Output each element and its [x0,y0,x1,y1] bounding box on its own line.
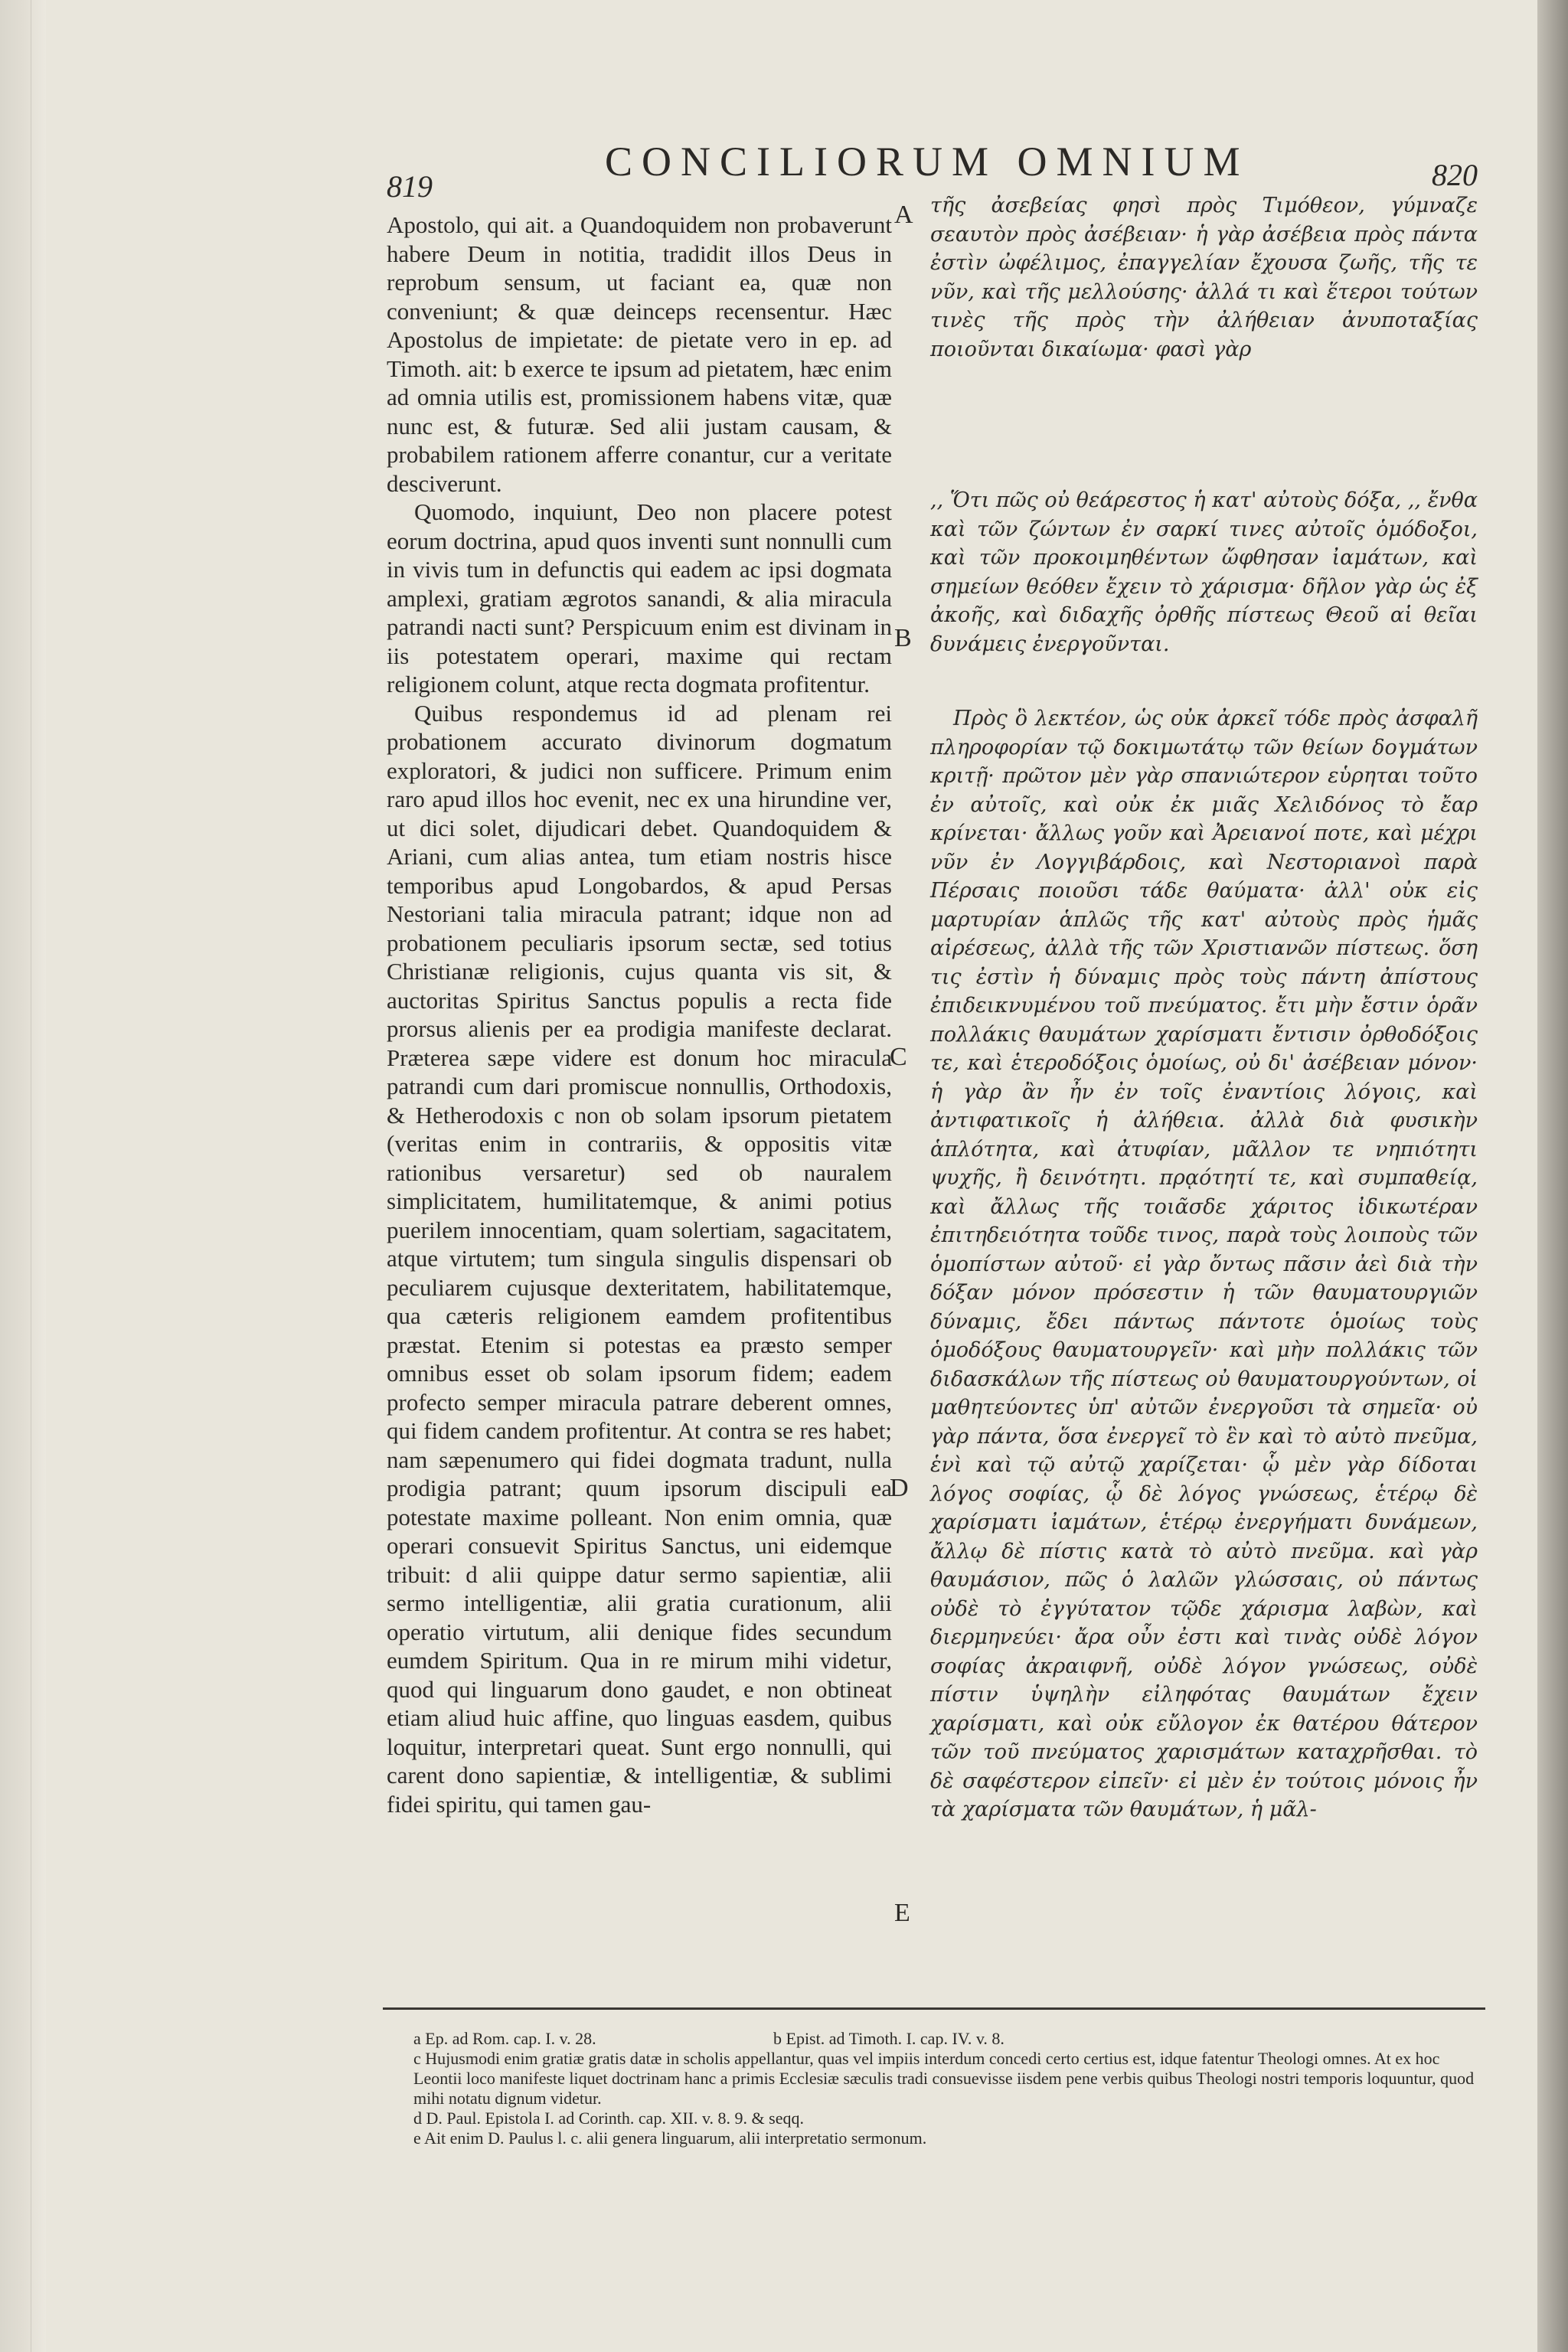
footnote-d: d D. Paul. Epistola I. ad Corinth. cap. XII. v. 8. 9. & seqq. [413,2109,804,2128]
page-edge [0,0,46,2352]
page-number-left: 819 [387,169,433,204]
latin-paragraph: Quomodo, inquiunt, Deo non placere potest eorum doctrina, apud quos inventi sunt nonnulli cum in vivis tum in defunctis qui eadem ac ipsi dogmata amplexi, gratiam ægrotos sanandi, & alia miracula patrandi nacti sunt? Perspicuum enim est divinam in iis potestatem operari, maxime qui rectam religionem colunt, atque recta dogmata profitentur. [387,498,892,697]
page-number-right: 820 [1432,158,1478,192]
book-gutter [1537,0,1568,2352]
footnote-row [413,2029,1478,2049]
footnotes [413,2029,1478,2148]
margin-letter-c: C [890,1043,907,1071]
greek-quotation: ,, Ὅτι πῶς οὐ θεάρεστος ἡ κατ' αὐτοὺς δόξα, ,, ἔνθα καὶ τῶν ζώντων ἐν σαρκί τινες αὐτοῖς ὁμόδοξοι, καὶ τῶν προκοιμηθέντων ὤφθησαν ἰαμάτων, καὶ σημείων θεόθεν ἔχειν τὸ χάρισμα· δῆλον γὰρ ὡς ἐξ ἀκοῆς, καὶ διδαχῆς ὀρθῆς πίστεως Θεοῦ αἱ θεῖαι δυνάμεις ἐνεργοῦνται. [930,488,1478,656]
latin-paragraph: Quibus respondemus id ad plenam rei probationem accurato divinorum dogmatum exploratori, & judici non sufficere. Primum enim raro apud illos hoc evenit, nec ex una hirundine ver, ut dici solet, dijudicari debet. Quandoquidem & Ariani, cum alias antea, tum etiam nostris hisce temporibus apud Longobardos, & apud Persas Nestoriani talia miracula patrant; idque non ad probationem peculiaris ipsorum sectæ, sed totius Christianæ religionis, cujus quanta vis sit, & auctoritas Spiritus Sanctus populis a recta fide prorsus alienis per ea prodigia manifeste declarat. Præterea sæpe videre est donum hoc miracula patrandi cum dari promiscue nonnullis, Orthodoxis, & Hetherodoxis c non ob solam ipsorum pietatem (veritas enim in contrariis, & oppositis vitæ rationibus versaretur) sed ob nauralem simplicitatem, humilitatemque, & animi potius puerilem innocentiam, quam solertiam, sagacitatem, atque virtutem; tum singula singulis dispensari ob peculiarem cujusque dexteritatem, habilitatemque, qua cæteris religionem eamdem profitentibus præstat. Etenim si potestas ea præsto semper omnibus esset ob solam ipsorum fidem; eadem profecto semper miracula patrare deberent omnes, qui fidem candem profitentur. At contra se res habet; nam sæpenumero qui fidei dogmata tradunt, nulla prodigia patrant; quum ipsorum discipuli ea potestate maxime polleant. Non enim omnia, quæ operari consuevit Spiritus Sanctus, uni eidemque tribuit: d alii quippe datur sermo sapientiæ, alii sermo intelligentiæ, alii gratia curationum, alii operatio virtutum, alii denique fides secundum eumdem Spiritum. Qua in re mirum mihi videtur, quod qui linguarum dono gaudet, e non obtineat etiam aliud huic affine, quo linguas easdem, quibus loquitur, interpretari queat. Sunt ergo nonnulli, qui carent dono sapientiæ, & intelligentiæ, & sublimi fidei spiritu, qui tamen gau- [387,699,892,1818]
greek-paragraph: τῆς ἀσεβείας φησὶ πρὸς Τιμόθεον, γύμναζε σεαυτὸν πρὸς ἀσέβειαν· ἡ γὰρ ἀσέβεια πρὸς πάντα ἐστὶν ὠφέλιμος, ἐπαγγελίαν ἔχουσα ζωῆς, τῆς τε νῦν, καὶ τῆς μελλούσης· ἀλλά τι καὶ ἕτεροι τούτων τινὲς τῆς πρὸς τὴν ἀλήθειαν ἀνυποταξίας ποιοῦνται δικαίωμα· φασὶ γὰρ [930,194,1478,361]
footnote-divider [383,2007,1485,2010]
margin-letter-b: B [894,624,912,652]
footnote-a: a Ep. ad Rom. cap. I. v. 28. [413,2029,596,2048]
running-title: CONCILIORUM OMNIUM [605,139,1250,185]
margin-letter-d: D [890,1474,909,1502]
footnote-b: b Epist. ad Timoth. I. cap. IV. v. 8. [773,2029,1004,2048]
latin-paragraph: Apostolo, qui ait. a Quandoquidem non probaverunt habere Deum in notitia, tradidit illos Deus in reprobum sensum, ut faciant ea, quæ non conveniunt; & quæ deinceps recensentur. Hæc Apostolus de impietate: de pietate vero in ep. ad Timoth. ait: b exerce te ipsum ad pietatem, hæc enim ad omnia utilis est, promissionem habens vitæ, quæ nunc est, & futuræ. Sed alii justam causam, & probabilem rationem afferre conantur, cur a veritate desciverunt. [387,211,892,497]
greek-paragraph: Πρὸς ὃ λεκτέον, ὡς οὐκ ἀρκεῖ τόδε πρὸς ἀσφαλῆ πληροφορίαν τῷ δοκιμωτάτῳ τῶν θείων δογμάτων κριτῇ· πρῶτον μὲν γὰρ σπανιώτερον εὑρηται τοῦτο ἐν αὐτοῖς, καὶ οὐκ ἐκ μιᾶς Χελιδόνος τὸ ἔαρ κρίνεται· ἄλλως γοῦν καὶ Ἀρειανοί ποτε, καὶ μέχρι νῦν ἐν Λογγιβάρδοις, καὶ Νεστοριανοὶ παρὰ Πέρσαις ποιοῦσι τάδε θαύματα· ἀλλ' οὐκ εἰς μαρτυρίαν ἁπλῶς τῆς κατ' αὐτοὺς πρὸς ἡμᾶς αἱρέσεως, ἀλλὰ τῆς τῶν Χριστιανῶν πίστεως. ὅση τις ἐστὶν ἡ δύναμις πρὸς τοὺς πάντη ἀπίστους ἐπιδεικνυμένου τοῦ πνεύματος. ἔτι μὴν ἔστιν ὁρᾶν πολλάκις θαυμάτων χαρίσματι ἔντισιν ὀρθοδόξοις τε, καὶ ἑτεροδόξοις ὁμοίως, οὐ δι' ἀσέβειαν μόνον· ἡ γὰρ ἂν ἦν ἐν τοῖς ἐναντίοις λόγοις, καὶ ἀντιφατικοῖς ἡ ἀλήθεια. ἀλλὰ διὰ φυσικὴν ἁπλότητα, καὶ ἀτυφίαν, μᾶλλον τε νηπιότητι ψυχῆς, ἢ δεινότητι. πρᾳότητί τε, καὶ συμπαθείᾳ, καὶ ἄλλως τῆς τοιᾶσδε χάριτος ἰδικωτέραν ἐπιτηδειότητα τοῦδε τινος, παρὰ τοὺς λοιποὺς τῶν ὁμοπίστων αὐτοῦ· εἰ γὰρ ὄντως πᾶσιν ἀεὶ διὰ τὴν δόξαν μόνον πρόσεστιν ἡ τῶν θαυματουργιῶν δύναμις, ἔδει πάντως πάντοτε ὁμοίως τοὺς ὁμοδόξους θαυματουργεῖν· καὶ μὴν πολλάκις τῶν διδασκάλων τῆς πίστεως οὐ θαυματουργούντων, οἱ μαθητεύοντες ὑπ' αὐτῶν ἐνεργοῦσι τὰ σημεῖα· οὐ γὰρ πάντα, ὅσα ἐνεργεῖ τὸ ἓν καὶ τὸ αὐτὸ πνεῦμα, ἑνὶ καὶ τῷ αὐτῷ χαρίζεται· ᾧ μὲν γὰρ δίδοται λόγος σοφίας, ᾧ δὲ λόγος γνώσεως, ἑτέρῳ δὲ χαρίσματι ἰαμάτων, ἑτέρῳ ἐνεργήματι δυνάμεων, ἄλλῳ δὲ πίστις κατὰ τὸ αὐτὸ πνεῦμα. καὶ γὰρ θαυμάσιον, πῶς ὁ λαλῶν γλώσσαις, οὐ πάντως οὐδὲ τὸ ἐγγύτατον τῷδε χάρισμα λαβὼν, καὶ διερμηνεύει· ἄρα οὖν ἐστι καὶ τινὰς οὐδὲ λόγον σοφίας ἀκραιφνῆ, οὐδὲ λόγον γνώσεως, οὐδὲ πίστιν ὑψηλὴν εἰληφότας θαυμάτων ἔχειν χαρίσματι, καὶ οὐκ εὔλογον ἐκ θατέρου θάτερον τῶν τοῦ πνεύματος χαρισμάτων καταχρῆσθαι. τὸ δὲ σαφέστερον εἰπεῖν· εἰ μὲν ἐν τούτοις μόνοις ἦν τὰ χαρίσματα τῶν θαυμάτων, ἡ μᾶλ- [930,707,1478,1821]
footnote-c: c Hujusmodi enim gratiæ gratis datæ in scholis appellantur, quas vel impiis interdum concedi certo certius est, idque fatentur Theologi omnes. At ex hoc Leontii loco manifeste liquet doctrinam hanc a primis Ecclesiæ sæculis tradi consuevisse iisdem pene verbis quibus Theologi nostri temporis loquuntur, quod mihi notatu dignum videtur. [413,2049,1475,2108]
footnote-e: e Ait enim D. Paulus l. c. alii genera linguarum, alii interpretatio sermonum. [413,2128,927,2148]
greek-column [930,191,1478,1824]
margin-letter-a: A [894,201,913,229]
margin-letter-e: E [894,1899,910,1927]
latin-column [387,211,892,1818]
